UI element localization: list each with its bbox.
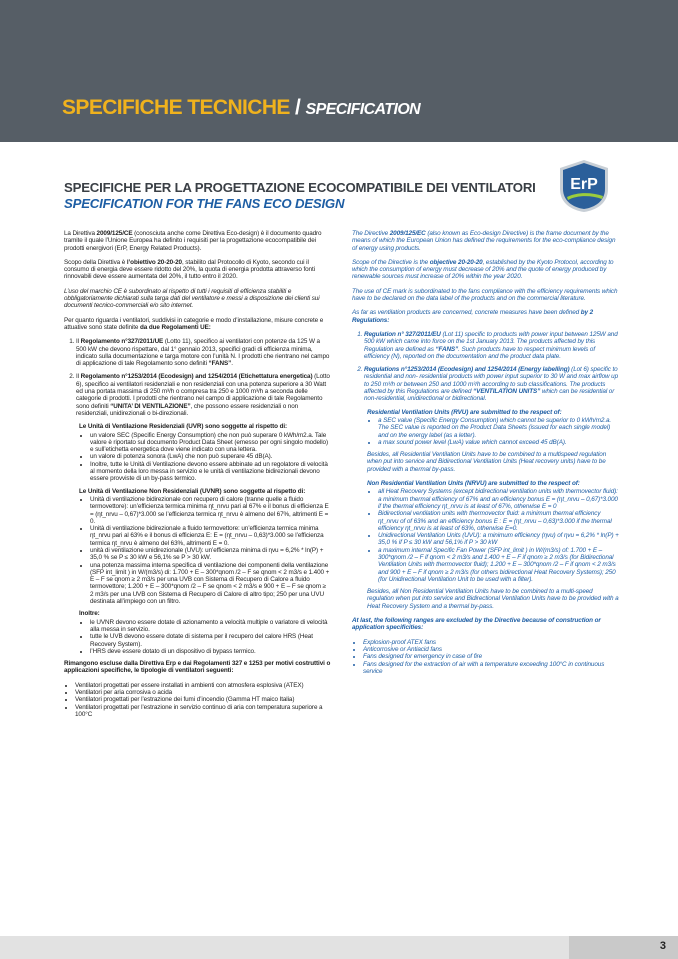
rvu-title: Residential Ventilation Units (RVU) are submitted to the respect of:	[367, 408, 562, 416]
regulations-intro: Per quanto riguarda i ventilatori, suddivisi in categorie e modo d’installazione, misure concrete e attuative sono state definite da due Regolamenti UE:	[64, 316, 324, 331]
list-item: 2. Il Regolamento n°1253/2014 (Ecodesign) and 1254/2014 (Etichettatura energetica) (Lotto 6), specifico ai ventilatori residenziali e non residenziali con una potenza superiore a 30 Watt ed una portata massima di 250 m³/h o compresa tra 250 e 1000 m³/h a seconda delle categorie di prodotti. I prodotti che rientrano nel campo di applicazione di tale Regolamento sono definiti “UNITA’ DI VENTILAZIONE”, che possono essere residenziali o non residenziali, unidirezionali o bi-direzionali.	[76, 373, 331, 417]
regulations-list	[352, 331, 620, 403]
list-item: • Anticorrosive or Antiacid fans	[363, 646, 620, 653]
rvu-section	[367, 409, 620, 610]
list-item: • Explosion-proof ATEX fans	[363, 639, 620, 646]
uvnr-list	[79, 496, 331, 605]
section-title-english: SPECIFICATION FOR THE FANS ECO DESIGN	[64, 196, 345, 211]
list-item: • Fans designed for the extraction of air with a temperature exceeding 100°C in continuous service	[363, 661, 620, 676]
nrvu-title: Non Residential Ventilation Units (NRVU) are submitted to the respect of:	[367, 480, 580, 488]
italian-column	[64, 230, 331, 723]
list-item: • tutte le UVB devono essere dotate di sistema per il recupero del calore HRS (Heat Recovery System).	[90, 633, 331, 648]
ce-mark-paragraph: The use of CE mark is subordinated to the fans compliance with the efficiency requirements which have to be declared on the data label of the products and on the commercial literature.	[352, 287, 618, 303]
list-item: • Unidirectional Ventilation Units (UVU): a minimum efficiency (ηvu) of ηvu = 6,2% * ln(P) + 35,0 % if P ≤ 30 kW and 56,1% if P > 30 kW	[378, 532, 620, 547]
rvu-note: Besides, all Residential Ventilation Units have to be combined to a multispeed regulation when put into service and Bidirectional Ventilation Units (Heat recovery units) have to be provided with a thermal by-pass.	[367, 451, 607, 473]
intro-paragraph: La Direttiva 2009/125/CE (conosciuta anche come Direttiva Eco-design) è il documento quadro tramite il quale l’Unione Europea ha definito i requisiti per la progettazione ecocompatibile dei prodotti energivori (ErP, Energy Related Products).	[64, 230, 322, 252]
list-item: • all Heat Recovery Systems (except bidirectional ventilation units with thermovector fluid): a minimum thermal efficiency of 67% and an efficiency bonus E = (ηt_nrvu – 0,67)*3.000 if the thermal efficiency ηt_nrvu is at least of 67%, otherwise E = 0	[378, 488, 620, 510]
list-item: • Bidirectional ventilation units with thermovector fluid: a minimum thermal efficiency ηt_nrvu of of 63% and an efficiency bonus E : E = (ηt_nrvu – 0,63)*3.000 if the thermal efficiency ηt_nrvu is at least of 63%, otherwise E=0.	[378, 510, 620, 532]
excluded-title: At last, the following ranges are excluded by the Directive because of construction or application specificities:	[352, 617, 601, 632]
list-item: • una potenza massima interna specifica di ventilazione dei componenti della ventilazione (SFP int_limit ) in W/(m3/s) di: 1.700 + E – 300*qnom /2 – F se qnom < 2 m3/s e 1.400 + E – F se qnom ≥ 2 m3/s per una UVB con Sistema di Recupero di Calore a fluido termovettore; 1.200 + E – 300*qnom /2 – F se qnom < 2 m3/s e 900 + E – F se qnom ≥ 2 m3/s per una UVB con Sistema di Recupero di Calore di altro tipo; 250 per una UVU destinata all’impiego con un filtro.	[90, 562, 331, 606]
nrvu-note: Besides, all Non Residential Ventilation Units have to be combined to a multi-speed regulation when put into service and Bidirectional Ventilation Units have to be provided with a Heat Recovery System and a thermal by-pass.	[367, 588, 619, 610]
list-item: • un valore SEC (Specific Energy Consumption) che non può superare 0 kWh/m2.a. Tale valore è riportato sul documento Product Data Sheet (emesso per ogni singolo modello) e sull’etichetta energetica dove viene indicato con una lettera.	[90, 432, 331, 454]
excluded-list	[64, 682, 331, 718]
section-title-italian: SPECIFICHE PER LA PROGETTAZIONE ECOCOMPATIBILE DEI VENTILATORI	[64, 180, 536, 195]
inoltre-list	[79, 619, 331, 655]
intro-paragraph: The Directive 2009/125/EC (also known as Eco-design Directive) is the frame document by the means of which the European Union has defined the requirements for the eco-compliance design of energy using products.	[352, 230, 616, 252]
rvu-list	[367, 417, 620, 446]
inoltre-title: Inoltre:	[79, 610, 100, 618]
scope-paragraph: Scope of the Directive is the objective 20-20-20, established by the Kyoto Protocol, according to which the consumption of energy must decrease of 20% and the quote of energy produced by renewable sources must increase of 20% within the year 2020.	[352, 258, 614, 281]
ce-mark-paragraph: L’uso del marchio CE è subordinato al rispetto di tutti i requisiti di efficienza stabiliti e obbligatoriamente dichiarati sulla targa dati del ventilatore e messi a disposizione dei clienti sui documenti tecnico-commerciali e/o sito internet.	[64, 287, 320, 310]
list-item: • unità di ventilazione unidirezionale (UVU): un’efficienza minima di ηvu = 6,2% * ln(P) + 35,0 % se P ≤ 30 kW e 56,1% se P > 30 kW.	[90, 547, 331, 562]
list-item: • Inoltre, tutte le Unità di Ventilazione devono essere abbinate ad un regolatore di velocità al momento della loro messa in servizio e le unità di ventilazione bidirezionali devono essere provviste di un by-pass termico.	[90, 461, 331, 483]
list-item: • le UVNR devono essere dotate di azionamento a velocità multiple o variatore di velocità alla messa in servizio.	[90, 619, 331, 634]
uvr-title: Le Unità di Ventilazione Residenziali (UVR) sono soggette al rispetto di:	[79, 423, 288, 431]
list-item: • Ventilatori progettati per l’estrazione in servizio continuo di aria con temperatura superiore a 100°C	[75, 704, 331, 719]
uvnr-title: Le Unità di Ventilazione Non Residenziali (UVNR) sono soggette al rispetto di:	[79, 487, 306, 495]
page-header	[0, 0, 678, 142]
list-item: • Fans designed for emergency in case of fire	[363, 653, 620, 660]
list-item: • a maximum internal Specific Fan Power (SFP int_limit ) in W/(m3/s) of: 1.700 + E – 300*qnom /2 – F if qnom < 2 m3/s and 1.400 + E – F if qnom ≥ 2 m3/s (for Bidirectional Ventilation Units with thermovector fluid); 1.200 + E – 300*qnom /2 – F if qnom < 2 m3/s and 900 + E – F if qnom ≥ 2 m3/s (for others bidirectional Heat Recovery Systems); 250 (for Unidirectional Ventilation Unit to be used with a filter).	[378, 547, 620, 583]
page-number: 3	[659, 940, 666, 952]
list-item: • l’HRS deve essere dotato di un dispositivo di bypass termico.	[90, 648, 331, 655]
erp-badge-icon	[557, 159, 611, 213]
list-item: • Unità di ventilazione bidirezionale a fluido termovettore: un’efficienza termica minima ηt_nrvu pari al 63% e il bonus di efficienza E: E = (ηt_nrvu – 0,63)*3.000 se l’efficienza termica ηt_nrvu è almeno del 63%, altrimenti E = 0.	[90, 525, 331, 547]
scope-paragraph: Scopo della Direttiva è l’obiettivo 20-20-20, stabilito dal Protocollo di Kyoto, secondo cui il consumo di energia deve essere ridotto del 20%, la quota di energia prodotta attraverso fonti rinnovabili deve essere aumentata del 20%, il tutto entro il 2020.	[64, 258, 315, 281]
uvr-section	[79, 423, 331, 655]
regulations-intro: As far as ventilation products are concerned, concrete measures have been defined by 2 Regulations:	[352, 309, 594, 324]
erp-badge-text: ErP	[570, 176, 598, 193]
list-item: • un valore di potenza sonora (LwA) che non può superare 45 dB(A).	[90, 453, 331, 460]
excluded-list	[352, 639, 620, 675]
excluded-title: Rimangono escluse dalla Direttiva Erp e dai Regolamenti 327 e 1253 per motivi costruttivi o applicazioni specifiche, le tipologie di ventilatori seguenti:	[64, 660, 331, 675]
page-title-separator: /	[295, 96, 301, 119]
list-item: • a max sound power level (LwA) value which cannot exceed 45 dB(A).	[378, 439, 620, 446]
list-item: 2. Regulations n°1253/2014 (Ecodesign) and 1254/2014 (Energy labelling) (Lot 6) specific to residential and non- residential products with power input superior to 30 W and max airflow up to 250 m³/h or between 250 and 1000 m³/h according to sub classifications. The products affected by this Regulations are defined “VENTILATION UNITS” which can be residential or non-residential, unidirectional or bidirectional.	[364, 366, 620, 402]
uvr-list	[79, 432, 331, 483]
list-item: • Ventilatori per aria corrosiva o acida	[75, 689, 331, 696]
list-item: • Ventilatori progettati per essere installati in ambienti con atmosfera esplosiva (ATEX)	[75, 682, 331, 689]
page-footer	[0, 936, 678, 959]
list-item: • a SEC value (Specific Energy Consumption) which cannot be superior to 0 kWh/m2.a. The SEC value is reported on the Product Data Sheets (issued for each single model) and on the energy label (as a letter).	[378, 417, 620, 439]
page-number-box	[569, 936, 678, 959]
nrvu-list	[367, 488, 620, 583]
page-title-italian: SPECIFICHE TECNICHE	[62, 96, 290, 119]
page-title	[62, 96, 420, 120]
list-item: 1. Il Regolamento n°327/2011/UE (Lotto 11), specifico ai ventilatori con potenze da 125 W a 500 kW che devono rispettare, dal 1° gennaio 2013, specifici gradi di efficienza minima, indicato sulla documentazione e targa motore con l’unità N. I prodotti che rientrano nel campo di applicazione di tale Regolamento sono definiti “FANS”.	[76, 338, 331, 367]
list-item: • Unità di ventilazione bidirezionale con recupero di calore (tranne quelle a fluido termovettore): un’efficienza termica minima ηt_nrvu pari al 67% e il bonus di efficienza E = (ηt_nrvu – 0,67)*3.000 se l’efficienza termica ηt_nrvu è almeno del 67%, altrimenti E = 0.	[90, 496, 331, 525]
english-column	[352, 230, 620, 680]
list-item: • Ventilatori progettati per l’estrazione dei fumi d’incendio (Gamma HT maico Italia)	[75, 696, 331, 703]
regulations-list	[64, 338, 331, 417]
list-item: 1. Regulation n° 327/2011/EU (Lot 11) specific to products with power input between 125W and 500 kW which came into force on the 1st January 2013. The products affected by this Regulation are defined as “FANS”. Such products have to respect minimum levels of efficiency (N), reported on the documentation and the product data plate.	[364, 331, 620, 360]
page-title-english: SPECIFICATION	[305, 101, 421, 118]
